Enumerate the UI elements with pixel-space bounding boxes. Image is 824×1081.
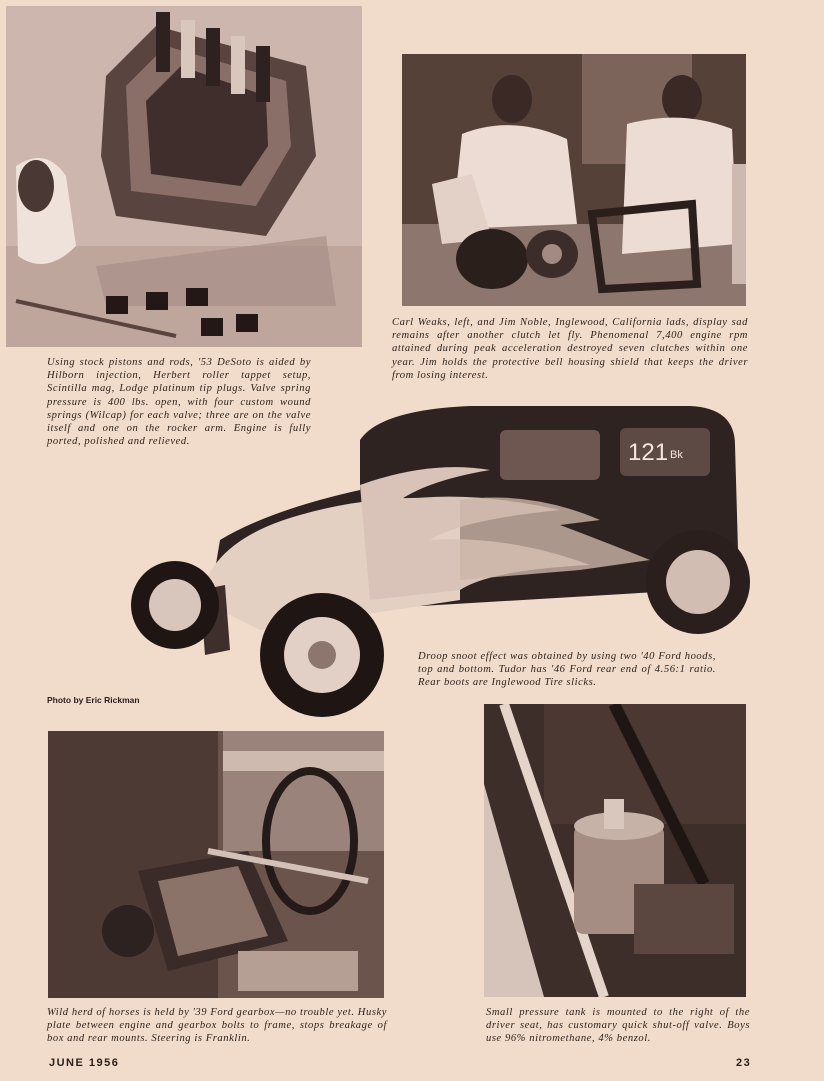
photo-credit: Photo by Eric Rickman <box>47 695 140 705</box>
car-caption: Droop snoot effect was obtained by using two '40 Ford hoods, top and bottom. Tudor has '46 Ford rear end of 4.56:1 ratio. Rear boots are Inglewood Tire slicks. <box>418 651 716 689</box>
mechanics-caption: Carl Weaks, left, and Jim Noble, Inglewood, California lads, display sad remains after another clutch let fly. Phenomenal 7,400 engine rpm attained during peak acceleration destroyed seven clutches within one year. Jim holds the protective bell housing shield that keeps the driver from losing interest. <box>392 317 748 381</box>
engine-photo <box>6 6 362 347</box>
footer-issue: JUNE 1956 <box>49 1057 120 1069</box>
mechanics-photo <box>402 54 746 306</box>
page-number: 23 <box>736 1057 752 1069</box>
gearbox-photo <box>48 731 384 998</box>
gearbox-caption: Wild herd of horses is held by '39 Ford gearbox—no trouble yet. Husky plate between engine and gearbox bolts to frame, stops breakage of box and rear mounts. Steering is Franklin. <box>47 1007 387 1045</box>
pressure-tank-photo <box>484 704 746 997</box>
engine-caption: Using stock pistons and rods, '53 DeSoto is aided by Hilborn injection, Herbert roller tappet setup, Scintilla mag, Lodge platinum tip plugs. Valve spring pressure is 400 lbs. open, with four custom wound springs (Wilcap) for each valve; three are on the valve itself and one on the rocker arm. Engine is fully ported, polished and relieved. <box>47 357 311 448</box>
door-number: 121 <box>628 439 669 466</box>
tank-caption: Small pressure tank is mounted to the right of the driver seat, has customary quick shut-off valve. Boys use 96% nitromethane, 4% benzol. <box>486 1007 750 1045</box>
door-class: Bk <box>670 449 683 461</box>
